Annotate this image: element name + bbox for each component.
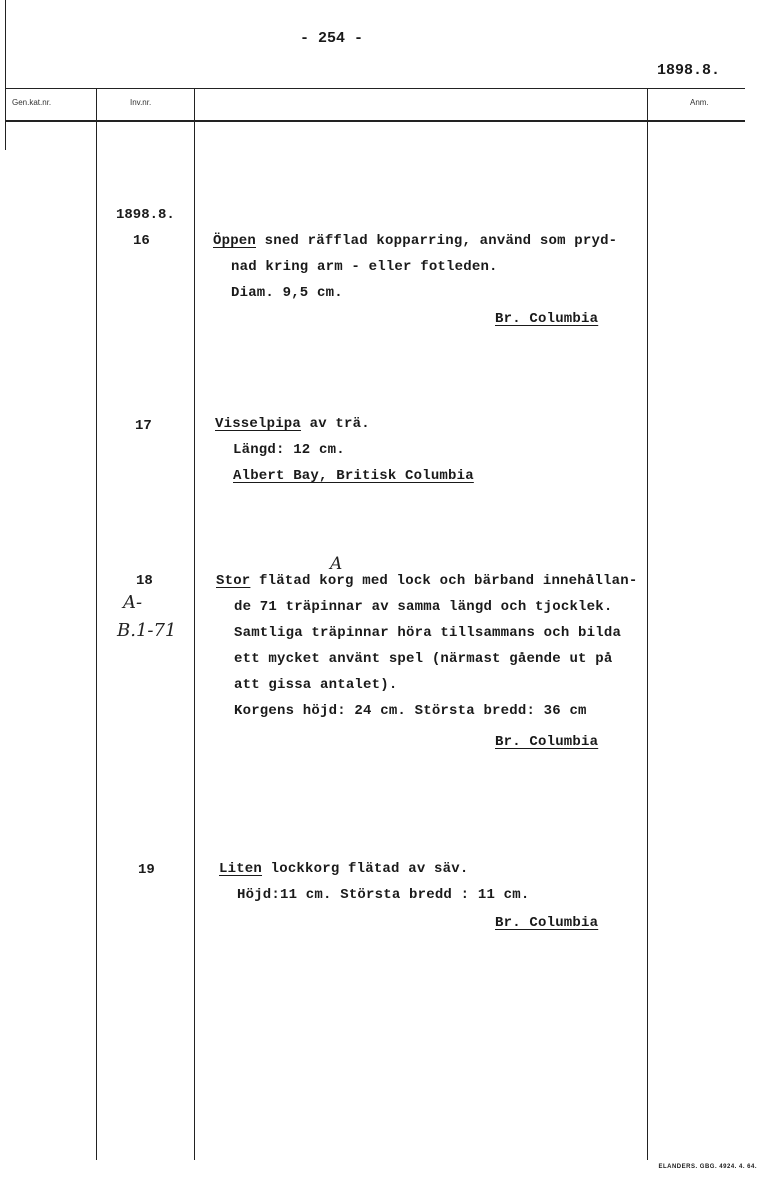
column-divider-3 xyxy=(647,88,648,1160)
entry-16-number: 16 xyxy=(133,233,150,249)
entry-16-place: Br. Columbia xyxy=(495,311,599,327)
entry-18-line-6: Korgens höjd: 24 cm. Största bredd: 36 cm xyxy=(234,703,587,719)
left-margin-line xyxy=(5,0,6,150)
entry-17-keyword: Visselpipa xyxy=(215,416,302,432)
group-reference: 1898.8. xyxy=(116,207,175,223)
entry-18-line-4: ett mycket använt spel (närmast gående ut på xyxy=(234,651,613,667)
entry-18-line-5: att gissa antalet). xyxy=(234,677,398,693)
column-header-gen-kat: Gen.kat.nr. xyxy=(12,98,52,107)
entry-17-line-2: Längd: 12 cm. xyxy=(233,442,345,458)
entry-17-line-1 xyxy=(215,416,370,432)
entry-16-keyword: Öppen xyxy=(213,233,257,249)
entry-18-keyword: Stor xyxy=(216,573,251,589)
entry-18-line-2: de 71 träpinnar av samma längd och tjocklek. xyxy=(234,599,613,615)
entry-19-line-1 xyxy=(219,861,468,877)
entry-17-text-1: av trä. xyxy=(301,416,370,432)
header-rule-top xyxy=(5,88,745,89)
printer-imprint: ELANDERS. GBG. 4924. 4. 64. xyxy=(658,1164,757,1170)
entry-19-keyword: Liten xyxy=(219,861,263,877)
entry-16-line-3: Diam. 9,5 cm. xyxy=(231,285,343,301)
entry-18-handwritten-ref-1: A- xyxy=(123,592,143,613)
entry-19-text-1: lockkorg flätad av säv. xyxy=(262,861,469,877)
entry-19-number: 19 xyxy=(138,862,155,878)
entry-18-handwritten-ref-2: B.1-71 xyxy=(117,620,177,641)
entry-18-line-3: Samtliga träpinnar höra tillsammans och bilda xyxy=(234,625,622,641)
catalog-reference: 1898.8. xyxy=(657,62,721,79)
column-divider-2 xyxy=(194,88,195,1160)
column-header-inv: Inv.nr. xyxy=(130,98,152,107)
entry-18-number: 18 xyxy=(136,573,153,589)
entry-19-line-2: Höjd:11 cm. Största bredd : 11 cm. xyxy=(237,887,530,903)
entry-19-place: Br. Columbia xyxy=(495,915,599,931)
entry-18-place: Br. Columbia xyxy=(495,734,599,750)
entry-17-number: 17 xyxy=(135,418,152,434)
entry-18-text-1: flätad korg med lock och bärband innehållan- xyxy=(250,573,638,589)
entry-16-text-1: sned räfflad kopparring, använd som pryd- xyxy=(256,233,618,249)
header-rule-bottom xyxy=(5,120,745,122)
column-divider-1 xyxy=(96,88,97,1160)
column-header-anm: Anm. xyxy=(690,98,709,107)
entry-18-handwritten-a: A xyxy=(330,554,343,574)
entry-16-line-2: nad kring arm - eller fotleden. xyxy=(231,259,498,275)
entry-16-line-1 xyxy=(213,233,617,249)
page-number: - 254 - xyxy=(300,30,364,47)
entry-18-line-1 xyxy=(216,573,637,589)
entry-17-place: Albert Bay, Britisk Columbia xyxy=(233,468,474,484)
